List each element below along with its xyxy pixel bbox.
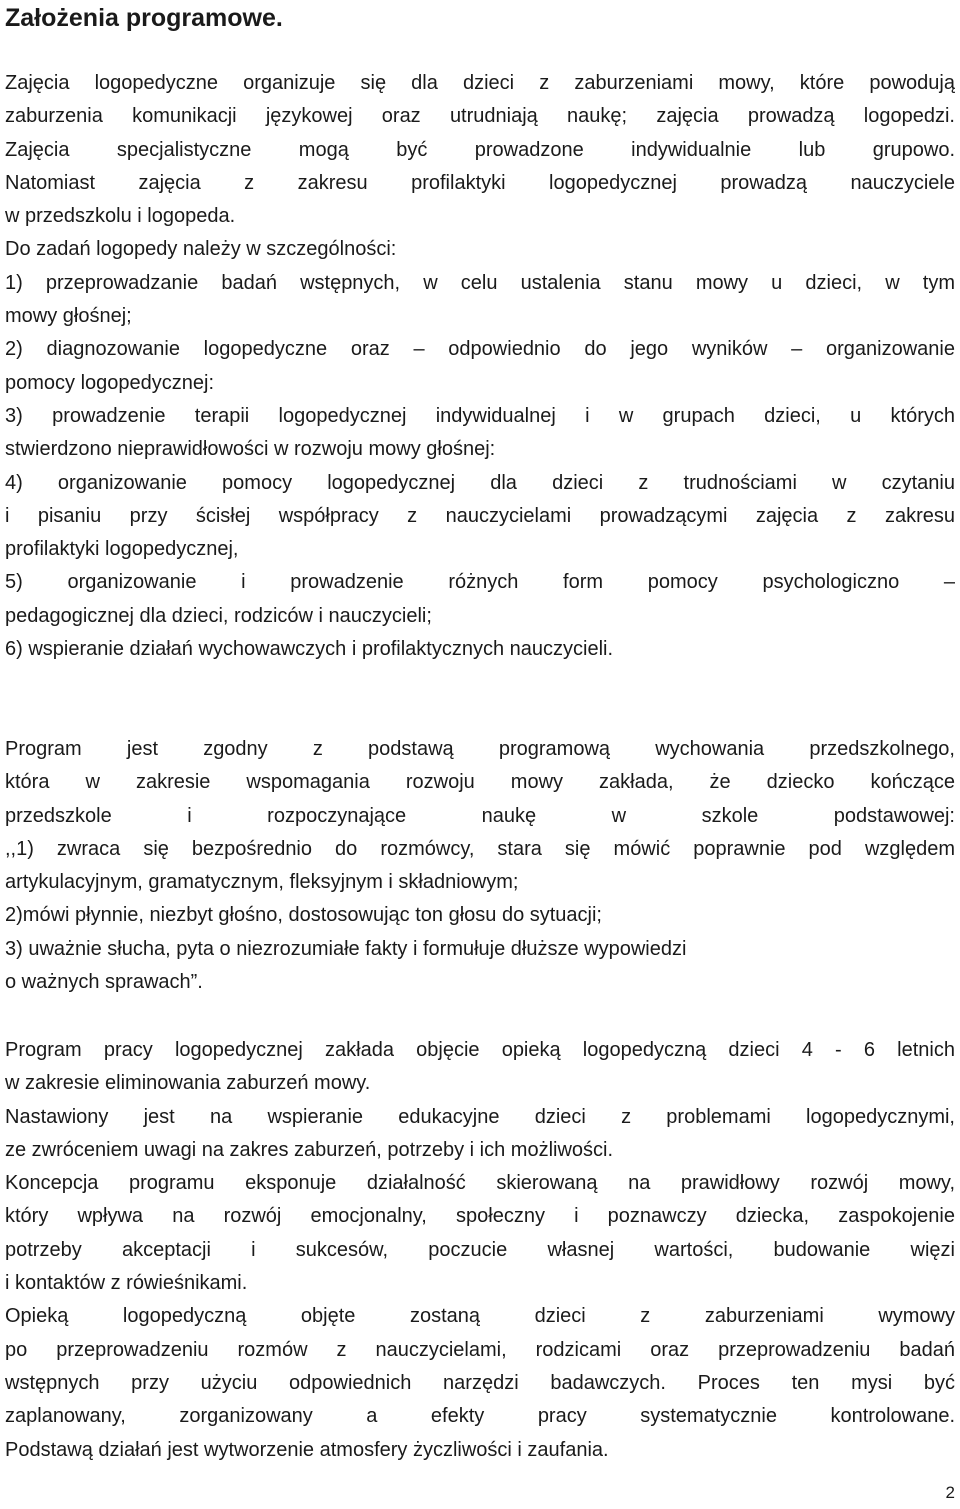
text-line: mowy głośnej; — [5, 305, 132, 328]
list-item: 2)mówi płynnie, niezbyt głośno, dostosowując ton głosu do sytuacji; — [5, 904, 602, 927]
section-curriculum — [5, 733, 955, 999]
text-line: Natomiast zajęcia z zakresu profilaktyki logopedycznej prowadzą nauczyciele — [5, 171, 955, 194]
text-line: wstępnych przy użyciu odpowiednich narzędzi badawczych. Proces ten mysi być — [5, 1371, 955, 1394]
list-item: 4) organizowanie pomocy logopedycznej dla dzieci z trudnościami w czytaniu — [5, 471, 955, 494]
text-line: artykulacyjnym, gramatycznym, fleksyjnym i składniowym; — [5, 871, 519, 894]
text-line: ze zwróceniem uwagi na zakres zaburzeń, potrzeby i ich możliwości. — [5, 1138, 614, 1161]
text-line: Zajęcia logopedyczne organizuje się dla dzieci z zaburzeniami mowy, które powodują — [5, 72, 955, 94]
text-line: o ważnych sprawach”. — [5, 971, 203, 994]
text-line: pedagogicznej dla dzieci, rodziców i nauczycieli; — [5, 604, 432, 627]
list-item: ,,1) zwraca się bezpośrednio do rozmówcy, stara się mówić poprawnie pod względem — [5, 837, 955, 860]
text-line: w przedszkolu i logopeda. — [5, 205, 236, 228]
text-line: Program pracy logopedycznej zakłada objęcie opieką logopedyczną dzieci 4 - 6 letnich — [5, 1039, 955, 1061]
text-line: Zajęcia specjalistyczne mogą być prowadzone indywidualnie lub grupowo. — [5, 138, 955, 161]
text-line: zaburzenia komunikacji językowej oraz utrudniają naukę; zajęcia prowadzą logopedzi. — [5, 105, 955, 128]
list-item: 6) wspieranie działań wychowawczych i profilaktycznych nauczycieli. — [5, 638, 614, 661]
text-line: w zakresie eliminowania zaburzeń mowy. — [5, 1072, 371, 1095]
section-tasks — [5, 67, 955, 666]
list-item: 3) prowadzenie terapii logopedycznej indywidualnej i w grupach dzieci, u których — [5, 404, 955, 427]
text-line: i kontaktów z rówieśnikami. — [5, 1272, 248, 1295]
text-line: zaplanowany, zorganizowany a efekty pracy systematycznie kontrolowane. — [5, 1405, 955, 1428]
text-line: Do zadań logopedy należy w szczególności: — [5, 238, 397, 261]
text-line: i pisaniu przy ścisłej współpracy z nauczycielami prowadzącymi zajęcia z zakresu — [5, 504, 955, 527]
page-number: 2 — [945, 1483, 955, 1502]
text-line: stwierdzono nieprawidłowości w rozwoju mowy głośnej: — [5, 438, 496, 461]
section-program — [5, 1034, 955, 1467]
text-line: Program jest zgodny z podstawą programową wychowania przedszkolnego, — [5, 738, 955, 760]
text-line: Podstawą działań jest wytworzenie atmosfery życzliwości i zaufania. — [5, 1438, 609, 1461]
text-line: po przeprowadzeniu rozmów z nauczycielami, rodzicami oraz przeprowadzeniu badań — [5, 1338, 955, 1361]
text-line: pomocy logopedycznej: — [5, 371, 215, 394]
text-line: przedszkole i rozpoczynające naukę w szkole podstawowej: — [5, 804, 955, 827]
list-item: 2) diagnozowanie logopedyczne oraz – odpowiednio do jego wyników – organizowanie — [5, 338, 955, 361]
text-line: która w zakresie wspomagania rozwoju mowy zakłada, że dziecko kończące — [5, 771, 955, 794]
text-line: który wpływa na rozwój emocjonalny, społeczny i poznawczy dziecka, zaspokojenie — [5, 1205, 955, 1228]
page-title: Założenia programowe. — [5, 4, 283, 32]
list-item: 1) przeprowadzanie badań wstępnych, w celu ustalenia stanu mowy u dzieci, w tym — [5, 271, 955, 294]
text-line: potrzeby akceptacji i sukcesów, poczucie własnej wartości, budowanie więzi — [5, 1238, 955, 1261]
text-line: Nastawiony jest na wspieranie edukacyjne dzieci z problemami logopedycznymi, — [5, 1105, 955, 1128]
text-line: profilaktyki logopedycznej, — [5, 538, 239, 561]
list-item: 5) organizowanie i prowadzenie różnych form pomocy psychologiczno – — [5, 571, 955, 594]
text-line: Koncepcja programu eksponuje działalność skierowaną na prawidłowy rozwój mowy, — [5, 1172, 955, 1195]
list-item: 3) uważnie słucha, pyta o niezrozumiałe fakty i formułuje dłuższe wypowiedzi — [5, 937, 687, 960]
text-line: Opieką logopedyczną objęte zostaną dzieci z zaburzeniami wymowy — [5, 1305, 955, 1328]
